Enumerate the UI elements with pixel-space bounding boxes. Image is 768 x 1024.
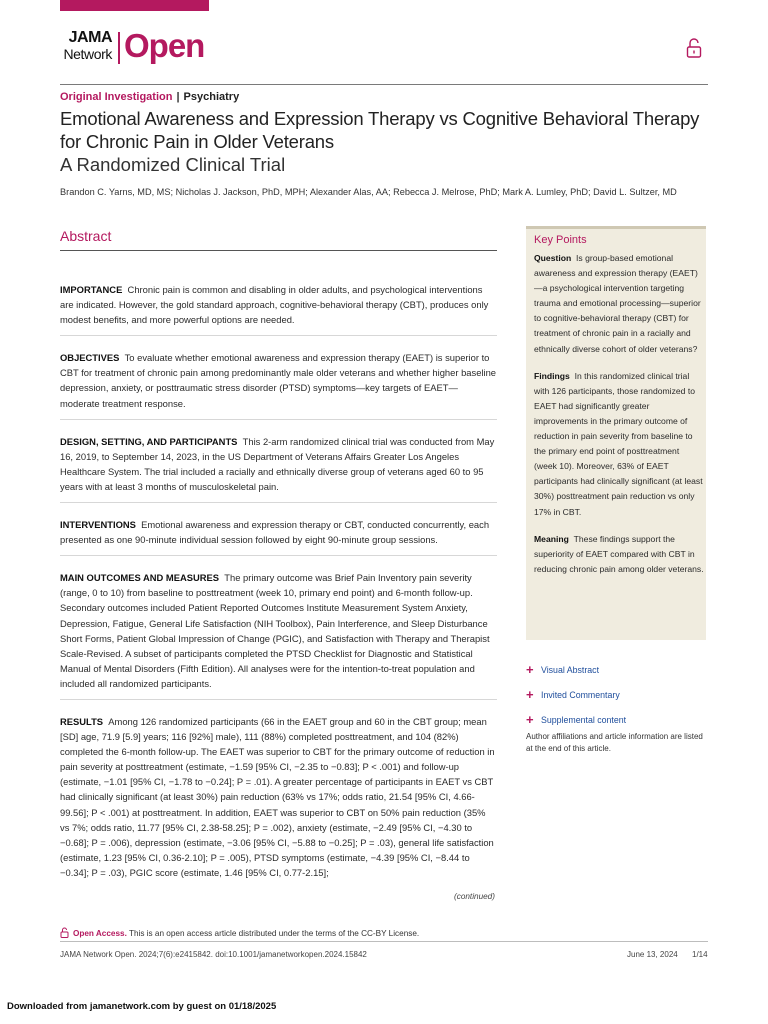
abstract-results (60, 714, 497, 880)
citation: JAMA Network Open. 2024;7(6):e2415842. doi:10.1001/jamanetworkopen.2024.15842 (60, 950, 367, 959)
section-label: OBJECTIVES (60, 352, 120, 364)
abstract (60, 228, 497, 880)
key-point-text: These findings support the superiority of EAET compared with CBT in reducing chronic pain among older veterans. (534, 533, 704, 574)
article-subtitle: A Randomized Clinical Trial (60, 154, 286, 175)
invited-commentary-link[interactable] (526, 682, 706, 707)
affiliation-note: Author affiliations and article information are listed at the end of this article. (526, 732, 703, 754)
plus-icon: + (526, 712, 534, 727)
footer-rule (60, 941, 708, 942)
link-label: Supplemental content (541, 714, 627, 725)
key-points-top-bar (526, 226, 706, 229)
abstract-heading: Abstract (60, 228, 112, 244)
author-list: Brandon C. Yarns, MD, MS; Nicholas J. Jackson, PhD, MPH; Alexander Alas, AA; Rebecca J. Melrose, PhD; Mark A. Lumley, PhD; David L. Sultzer, MD (60, 187, 677, 197)
key-point-label: Meaning (534, 533, 569, 544)
logo-open-text: Open (124, 27, 205, 64)
key-point-text: Is group-based emotional awareness and expression therapy (EAET)—a psychological intervention targeting trauma and emotional processing—superior to cognitive-behavioral therapy (CBT) for treatment of chronic pain in a racially and ethnically diverse cohort of older veterans? (534, 253, 701, 354)
key-point-label: Findings (534, 370, 570, 381)
article-kicker: Original Investigation | Psychiatry (60, 91, 240, 103)
publication-date: June 13, 2024 (627, 950, 678, 959)
logo-jama-text: JAMA (68, 29, 112, 46)
logo-separator (118, 32, 120, 64)
section-label: DESIGN, SETTING, AND PARTICIPANTS (60, 435, 238, 447)
header-rule (60, 84, 708, 85)
section-text: Chronic pain is common and disabling in older adults, and psychological interventions are indicated. However, the gold standard approach, cognitive-behavioral therapy (CBT), produces only modest benefits, and more powerful options are needed. (60, 284, 489, 326)
download-notice: Downloaded from jamanetwork.com by guest on 01/18/2025 (7, 1001, 277, 1012)
logo-network-text: Network (63, 46, 112, 62)
abstract-outcomes (60, 570, 497, 691)
logo-wordmark (60, 30, 112, 62)
abstract-importance (60, 282, 497, 327)
plus-icon: + (526, 687, 534, 702)
abstract-objectives (60, 350, 497, 410)
key-point-label: Question (534, 253, 572, 263)
section-text: The primary outcome was Brief Pain Inventory pain severity (range, 0 to 10) from baseline to posttreatment (week 10, primary end point) and 6-month follow-up. Secondary outcomes included Patient Reported Outcomes Institute Measurement System Anxiety, Depression, Fatigue, General Life Satisfaction (NIH Toolbox), Pain Interference, and Sleep Disturbance Short Forms, Patient Global Impression of Change (PGIC), and Satisfaction with Therapy and Therapist Scale-Revised. A subset of participants completed the PTSD Checklist for Diagnostic and Statistical Manual of Mental Disorders (Fifth Edition). All analyses were for the intention-to-treat population and included all randomized participants. (60, 572, 490, 689)
open-access-text: This is an open access article distributed under the terms of the CC-BY License. (126, 929, 420, 938)
open-access-label[interactable]: Open Access. (73, 929, 127, 938)
brand-top-bar (60, 0, 209, 11)
open-lock-icon (686, 37, 702, 59)
section-text: This 2-arm randomized clinical trial was conducted from May 16, 2019, to September 14, 2023, in the US Department of Veterans Affairs Greater Los Angeles Healthcare System. The trial included a racially and ethnically diverse group of veterans aged 60 to 95 years with at least 3 months of musculoskeletal pain. (60, 435, 495, 492)
abstract-design (60, 434, 497, 494)
related-links (526, 657, 706, 732)
key-points-body (534, 251, 704, 589)
open-access-icon (60, 927, 69, 938)
section-text: Among 126 randomized participants (66 in the EAET group and 60 in the CBT group; mean [SD] age, 71.9 [5.9] years; 116 [92%] male), 111 (88%) completed posttreatment, and 104 (82%) completed the 6-month follow-up. The EAET was superior to CBT for the primary outcome of reduction in pain severity at posttreatment (estimate, −1.59 [95% CI, −2.35 to −0.83]; P < .001) and follow-up (estimate, −1.01 [95% CI, −1.78 to −0.24]; P = .01). A greater percentage of participants in EAET vs CBT had clinically significant (at least 30%) pain reduction (63% vs 17%; odds ratio, 21.54 [95% CI, 4.66-99.56]; P < .001) at posttreatment. In addition, EAET was superior to CBT on 50% pain reduction (35% vs 7%; odds ratio, 11.77 [95% CI, 2.38-58.25]; P = .002), anxiety (estimate, −2.49 [95% CI, −4.30 to −0.68]; P = .006), depression (estimate, −3.06 [95% CI, −5.88 to −0.25]; P = .03), general life satisfaction (estimate, 1.23 [95% CI, 0.36-2.10]; P = .005), PTSD symptoms (estimate, −4.39 [95% CI, −8.44 to −0.34]; P = .03), PGIC score (estimate, 1.46 [95% CI, 0.77-2.15]; (60, 715, 495, 878)
plus-icon: + (526, 662, 534, 677)
section-label: RESULTS (60, 715, 104, 727)
visual-abstract-link[interactable] (526, 657, 706, 682)
link-label: Invited Commentary (541, 689, 620, 700)
article-section: Psychiatry (183, 91, 240, 103)
abstract-interventions (60, 517, 497, 547)
article-type: Original Investigation (60, 91, 173, 103)
key-point-meaning (534, 532, 704, 577)
continued-note: (continued) (454, 892, 495, 901)
section-text: To evaluate whether emotional awareness and expression therapy (EAET) is superior to CBT for treatment of chronic pain among predominantly male older veterans and whether higher baseline depression, anxiety, or posttraumatic stress disorder (PTSD) symptoms—key targets of EAET—moderate treatment response. (60, 352, 497, 409)
key-point-text: In this randomized clinical trial with 126 participants, those randomized to EAET had significantly greater improvements in the primary outcome of reduction in pain severity from baseline to the primary end point of posttreatment (week 10). Moreover, 63% of EAET participants had clinically significant (at least 30%) posttreatment pain reduction vs only 17% in CBT. (534, 370, 703, 517)
article-title: Emotional Awareness and Expression Therapy vs Cognitive Behavioral Therapy for Chronic Pain in Older Veterans (60, 108, 700, 152)
key-points-title: Key Points (534, 234, 587, 246)
section-label: INTERVENTIONS (60, 519, 136, 531)
section-label: IMPORTANCE (60, 284, 123, 295)
key-point-findings (534, 369, 704, 520)
open-access-note (60, 927, 419, 938)
page-number: 1/14 (692, 950, 708, 959)
link-label: Visual Abstract (541, 664, 600, 675)
key-point-question (534, 251, 704, 357)
section-text: Emotional awareness and expression therapy or CBT, conducted concurrently, each presented as one 90-minute individual session followed by eight 90-minute group sessions. (60, 519, 490, 546)
key-points-box (526, 226, 706, 640)
section-label: MAIN OUTCOMES AND MEASURES (60, 572, 220, 584)
supplemental-content-link[interactable] (526, 707, 706, 732)
